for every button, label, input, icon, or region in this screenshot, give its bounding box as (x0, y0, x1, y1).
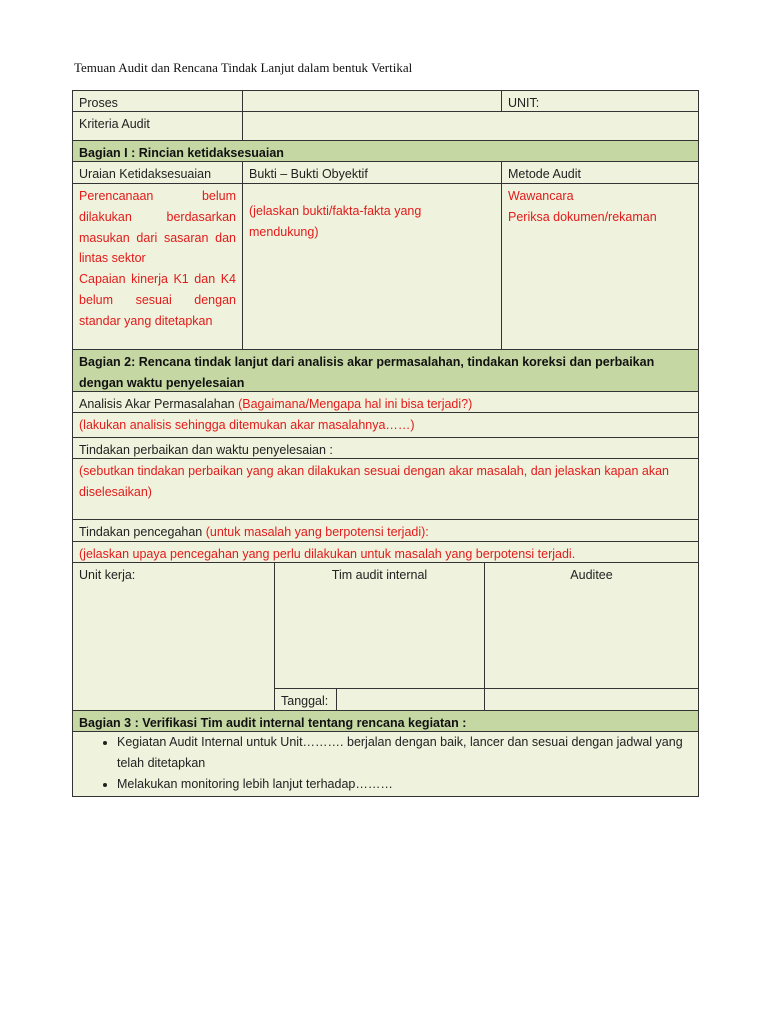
kriteria-value-cell[interactable] (242, 111, 699, 141)
document-title: Temuan Audit dan Rencana Tindak Lanjut dalam bentuk Vertikal (74, 60, 413, 75)
tanggal-auditee-cell[interactable] (484, 688, 699, 711)
col-metode-label: Metode Audit (508, 167, 581, 181)
analisis-input-cell[interactable] (72, 412, 699, 438)
proses-label-cell (72, 90, 243, 112)
metode-item-2: Periksa dokumen/rekaman (508, 209, 657, 224)
analisis-instruction: (lakukan analisis sehingga ditemukan akar masalahnya……) (79, 418, 415, 432)
analisis-label: Analisis Akar Permasalahan (79, 397, 239, 411)
pencegahan-label: Tindakan pencegahan (79, 525, 206, 539)
pencegahan-hint: (untuk masalah yang berpotensi terjadi): (205, 525, 429, 539)
pencegahan-instruction: (jelaskan upaya pencegahan yang perlu dilakukan untuk masalah yang berpotensi terjadi. (79, 547, 576, 561)
tim-audit-label: Tim audit internal (331, 568, 428, 582)
unit-kerja-cell[interactable] (72, 562, 275, 711)
bukti-cell[interactable] (242, 183, 502, 350)
col-uraian-label: Uraian Ketidaksesuaian (79, 167, 212, 181)
bukti-text: (jelaskan bukti/fakta-fakta yang mendukung) (249, 204, 422, 239)
analisis-row (72, 391, 699, 413)
tindakan-label: Tindakan perbaikan dan waktu penyelesaian : (79, 443, 333, 457)
kriteria-label: Kriteria Audit (79, 117, 150, 131)
proses-label: Proses (79, 96, 118, 110)
auditee-cell[interactable] (484, 562, 699, 689)
tanggal-tim-cell[interactable] (336, 688, 485, 711)
uraian-item-2: Capaian kinerja K1 dan K4 belum sesuai dengan standar yang ditetapkan (79, 272, 236, 328)
verifikasi-cell[interactable] (72, 731, 699, 797)
bagian3-heading: Bagian 3 : Verifikasi Tim audit internal tentang rencana kegiatan : (72, 710, 699, 732)
verifikasi-item: • Kegiatan Audit Internal untuk Unit………. berjalan dengan baik, lancer dan sesuai dengan jadwal yang telah ditetapkan (117, 732, 692, 774)
metode-item-1: Wawancara (508, 189, 574, 203)
tanggal-label-cell (274, 688, 337, 711)
kriteria-label-cell (72, 111, 243, 141)
unit-label: UNIT: (508, 96, 540, 110)
unit-cell[interactable] (501, 90, 699, 112)
bagian2-heading: Bagian 2: Rencana tindak lanjut dari analisis akar permasalahan, tindakan koreksi dan perbaikan dengan waktu penyelesaian (72, 349, 699, 392)
tim-audit-cell[interactable] (274, 562, 485, 689)
proses-value-cell[interactable] (242, 90, 502, 112)
col-bukti-label: Bukti – Bukti Obyektif (249, 167, 368, 181)
bagian1-heading: Bagian I : Rincian ketidaksesuaian (72, 140, 699, 162)
tindakan-instruction: (sebutkan tindakan perbaikan yang akan dilakukan sesuai dengan akar masalah, dan jelaskan kapan akan diselesaikan) (79, 464, 669, 499)
col-bukti-header (242, 161, 502, 184)
auditee-label: Auditee (570, 568, 613, 582)
verifikasi-item: • Melakukan monitoring lebih lanjut terhadap……… (117, 774, 692, 795)
metode-cell[interactable] (501, 183, 699, 350)
tindakan-row (72, 437, 699, 459)
unit-kerja-label: Unit kerja: (79, 568, 136, 582)
pencegahan-input-cell[interactable] (72, 541, 699, 563)
tindakan-input-cell[interactable] (72, 458, 699, 520)
verifikasi-list (79, 732, 692, 794)
analisis-hint: (Bagaimana/Mengapa hal ini bisa terjadi?) (238, 397, 473, 411)
col-metode-header (501, 161, 699, 184)
pencegahan-row (72, 519, 699, 542)
tanggal-label: Tanggal: (281, 694, 329, 708)
col-uraian-header (72, 161, 243, 184)
uraian-cell[interactable] (72, 183, 243, 350)
uraian-item-1: Perencanaan belum dilakukan berdasarkan masukan dari sasaran dan lintas sektor (79, 189, 236, 266)
